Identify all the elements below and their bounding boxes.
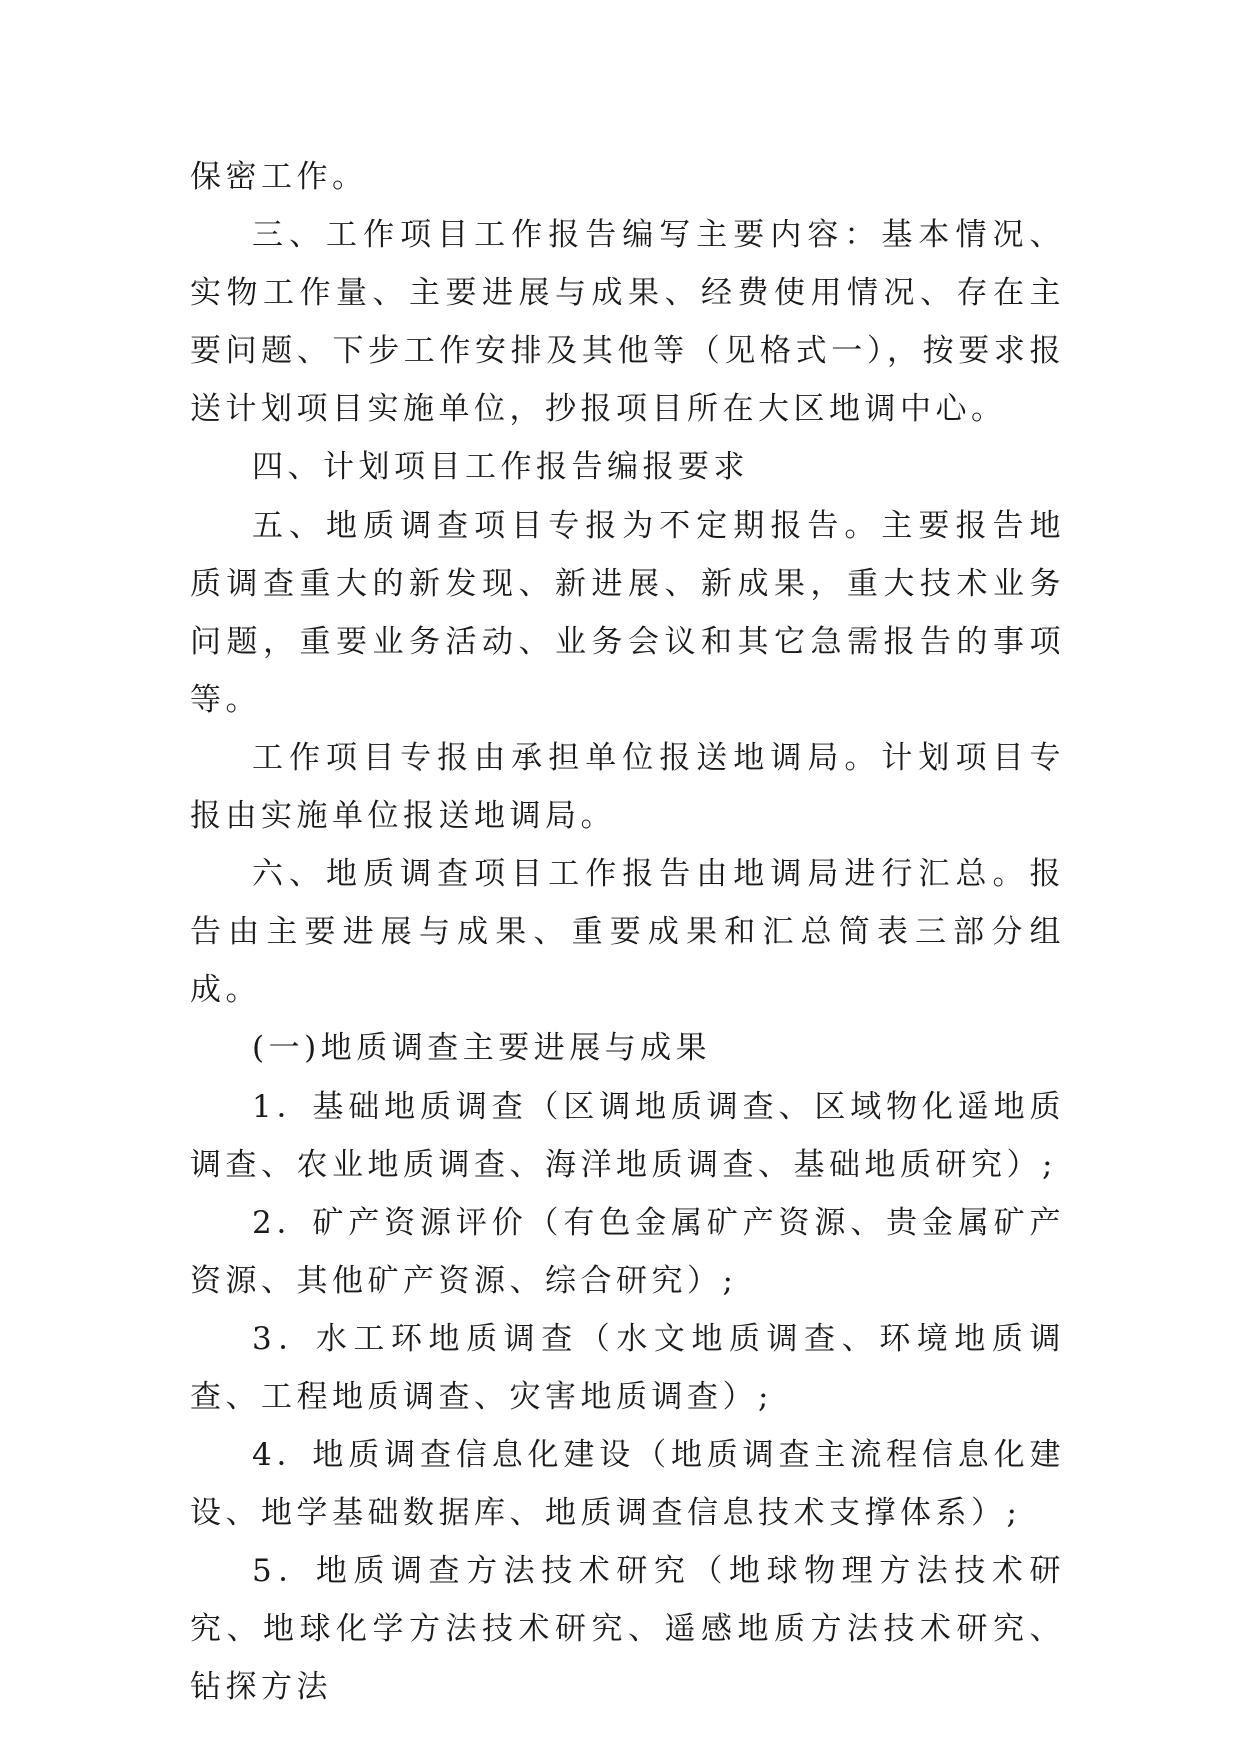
paragraph-section-3: 三、工作项目工作报告编写主要内容：基本情况、实物工作量、主要进展与成果、经费使用情况、存在主要问题、下步工作安排及其他等（见格式一），按要求报送计划项目实施单位，抄报项目所在大区地调中心。 [190, 217, 1065, 428]
paragraph-item-4: 4．地质调查信息化建设（地质调查主流程信息化建设、地学基础数据库、地质调查信息技术支撑体系）; [190, 1437, 1065, 1532]
document-body [190, 148, 1065, 1717]
paragraph-item-5: 5．地质调查方法技术研究（地球物理方法技术研究、地球化学方法技术研究、遥感地质方法技术研究、钻探方法 [190, 1553, 1065, 1706]
paragraph-special-report: 工作项目专报由承担单位报送地调局。计划项目专报由实施单位报送地调局。 [190, 739, 1065, 835]
paragraph-subsection-1: (一)地质调查主要进展与成果 [252, 1030, 712, 1067]
paragraph-section-6: 六、地质调查项目工作报告由地调局进行汇总。报告由主要进展与成果、重要成果和汇总简表三部分组成。 [190, 856, 1065, 1009]
paragraph-item-2: 2．矿产资源评价（有色金属矿产资源、贵金属矿产资源、其他矿产资源、综合研究）; [190, 1204, 1065, 1299]
paragraph-section-4: 四、计划项目工作报告编报要求 [252, 449, 749, 486]
paragraph-section-5: 五、地质调查项目专报为不定期报告。主要报告地质调查重大的新发现、新进展、新成果，重大技术业务问题，重要业务活动、业务会议和其它急需报告的事项等。 [190, 507, 1065, 718]
paragraph-continuation: 保密工作。 [190, 159, 368, 195]
paragraph-item-1: 1．基础地质调查（区调地质调查、区域物化遥地质调查、农业地质调查、海洋地质调查、基础地质研究）; [190, 1088, 1065, 1183]
paragraph-item-3: 3．水工环地质调查（水文地质调查、环境地质调查、工程地质调查、灾害地质调查）; [190, 1320, 1065, 1415]
